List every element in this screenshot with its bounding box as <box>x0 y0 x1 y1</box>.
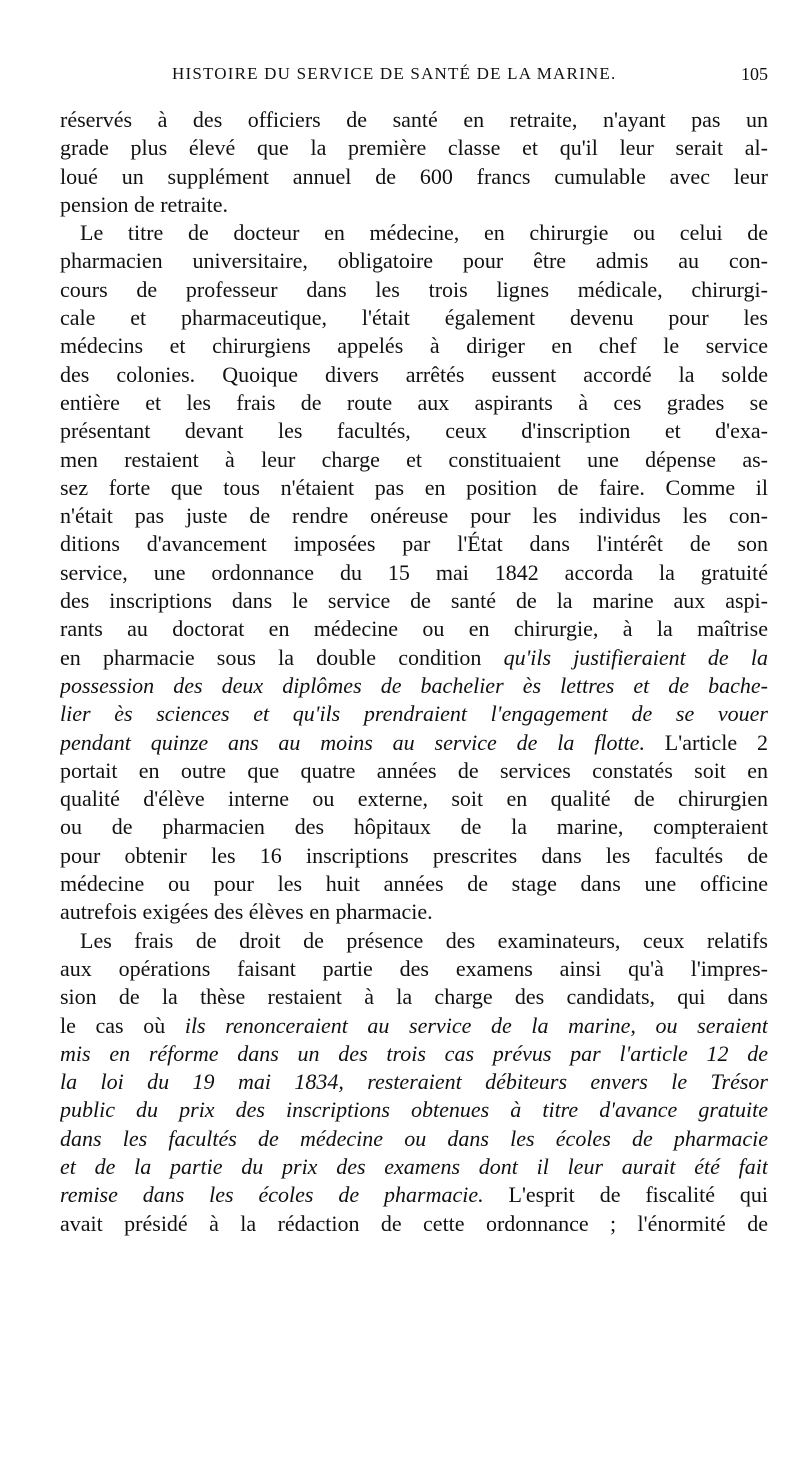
text-line <box>60 163 768 191</box>
italic-text: la loi du 19 mai 1834, resteraient débiteurs envers le Trésor <box>60 1069 768 1095</box>
text-run: pour obtenir les 16 inscriptions prescrites dans les facultés de <box>60 842 768 868</box>
text-line <box>60 276 768 304</box>
text-line <box>60 474 768 502</box>
text-line <box>60 1040 768 1068</box>
italic-text: possession des deux diplômes de bachelier ès lettres et de bache- <box>60 672 768 698</box>
text-line <box>60 134 768 162</box>
text-run: L'esprit de fiscalité qui <box>483 1182 768 1208</box>
text-run: men restaient à leur charge et constituaient une dépense as- <box>60 446 768 472</box>
text-run: présentant devant les facultés, ceux d'inscription et d'exa- <box>60 418 768 444</box>
italic-text: public du prix des inscriptions obtenues à titre d'avance gratuite <box>60 1097 768 1123</box>
text-run: le cas où <box>60 1012 185 1038</box>
italic-text: pendant quinze ans au moins au service de la flotte. <box>60 729 645 755</box>
text-run: aux opérations faisant partie des examens ainsi qu'à l'impres- <box>60 955 768 981</box>
text-line <box>60 530 768 558</box>
text-line <box>60 247 768 275</box>
text-line <box>60 1153 768 1181</box>
text-line <box>60 1096 768 1124</box>
text-run: pharmacien universitaire, obligatoire pour être admis au con- <box>60 248 768 274</box>
text-line <box>60 729 768 757</box>
page-number: 105 <box>741 64 768 84</box>
text-run: en pharmacie sous la double condition <box>60 644 504 670</box>
text-line <box>60 332 768 360</box>
italic-text: et de la partie du prix des examens dont il leur aurait été fait <box>60 1153 768 1179</box>
text-run: ou de pharmacien des hôpitaux de la marine, compteraient <box>60 814 768 840</box>
text-run: médecins et chirurgiens appelés à diriger en chef le service <box>60 333 768 359</box>
text-line <box>60 1181 768 1209</box>
text-run: portait en outre que quatre années de services constatés soit en <box>60 757 768 783</box>
text-run: entière et les frais de route aux aspirants à ces grades se <box>60 389 768 415</box>
body-text <box>60 106 768 1238</box>
text-run: réservés à des officiers de santé en retraite, n'ayant pas un <box>60 107 768 132</box>
text-run: ditions d'avancement imposées par l'État dans l'intérêt de son <box>60 531 768 557</box>
text-run: loué un supplément annuel de 600 francs cumulable avec leur <box>60 163 768 189</box>
text-line <box>60 870 768 898</box>
text-line <box>60 502 768 530</box>
text-line <box>60 1125 768 1153</box>
text-line <box>60 615 768 643</box>
text-line <box>60 559 768 587</box>
text-run: pension de retraite. <box>60 191 228 217</box>
text-run: autrefois exigées des élèves en pharmacie. <box>60 899 433 925</box>
text-line <box>60 1012 768 1040</box>
text-run: Le titre de docteur en médecine, en chirurgie ou celui de <box>80 220 768 246</box>
text-line <box>60 106 768 134</box>
text-line <box>60 587 768 615</box>
text-line <box>60 417 768 445</box>
italic-text: dans les facultés de médecine ou dans les écoles de pharmacie <box>60 1125 768 1151</box>
text-line <box>60 389 768 417</box>
text-line <box>60 983 768 1011</box>
text-line <box>60 219 768 247</box>
text-line <box>60 644 768 672</box>
italic-text: remise dans les écoles de pharmacie. <box>60 1182 484 1208</box>
italic-text: qu'ils justifieraient de la <box>503 644 768 670</box>
text-line <box>60 842 768 870</box>
text-line <box>60 304 768 332</box>
text-line <box>60 1210 768 1238</box>
text-line <box>60 361 768 389</box>
text-line <box>60 813 768 841</box>
text-run: n'était pas juste de rendre onéreuse pour les individus les con- <box>60 503 768 529</box>
text-line <box>60 672 768 700</box>
text-run: sez forte que tous n'étaient pas en position de faire. Comme il <box>60 474 768 500</box>
text-run: avait présidé à la rédaction de cette ordonnance ; l'énormité de <box>60 1210 768 1236</box>
text-run: grade plus élevé que la première classe et qu'il leur serait al- <box>60 135 768 161</box>
text-run: cours de professeur dans les trois lignes médicale, chirurgi- <box>60 276 768 302</box>
italic-text: mis en réforme dans un des trois cas prévus par l'article 12 de <box>60 1040 768 1066</box>
text-line <box>60 785 768 813</box>
text-run: médecine ou pour les huit années de stage dans une officine <box>60 871 768 897</box>
italic-text: ils renonceraient au service de la marine, ou seraient <box>184 1012 768 1038</box>
text-line <box>60 955 768 983</box>
running-head <box>60 64 768 92</box>
text-run: sion de la thèse restaient à la charge des candidats, qui dans <box>60 984 768 1010</box>
text-line <box>60 898 768 926</box>
text-run: des colonies. Quoique divers arrêtés eussent accordé la solde <box>60 361 768 387</box>
text-run: Les frais de droit de présence des examinateurs, ceux relatifs <box>80 927 768 953</box>
text-line <box>60 446 768 474</box>
text-run: L'article 2 <box>644 729 768 755</box>
text-line <box>60 1068 768 1096</box>
text-run: qualité d'élève interne ou externe, soit en qualité de chirurgien <box>60 786 768 812</box>
text-run: rants au doctorat en médecine ou en chirurgie, à la maîtrise <box>60 616 768 642</box>
text-line <box>60 757 768 785</box>
text-line <box>60 927 768 955</box>
text-line <box>60 191 768 219</box>
italic-text: lier ès sciences et qu'ils prendraient l'engagement de se vouer <box>60 701 768 727</box>
running-title: HISTOIRE DU SERVICE DE SANTÉ DE LA MARINE. <box>172 64 617 83</box>
text-run: des inscriptions dans le service de santé de la marine aux aspi- <box>60 588 768 614</box>
text-run: service, une ordonnance du 15 mai 1842 accorda la gratuité <box>60 559 768 585</box>
text-run: cale et pharmaceutique, l'était également devenu pour les <box>60 305 768 331</box>
text-line <box>60 700 768 728</box>
